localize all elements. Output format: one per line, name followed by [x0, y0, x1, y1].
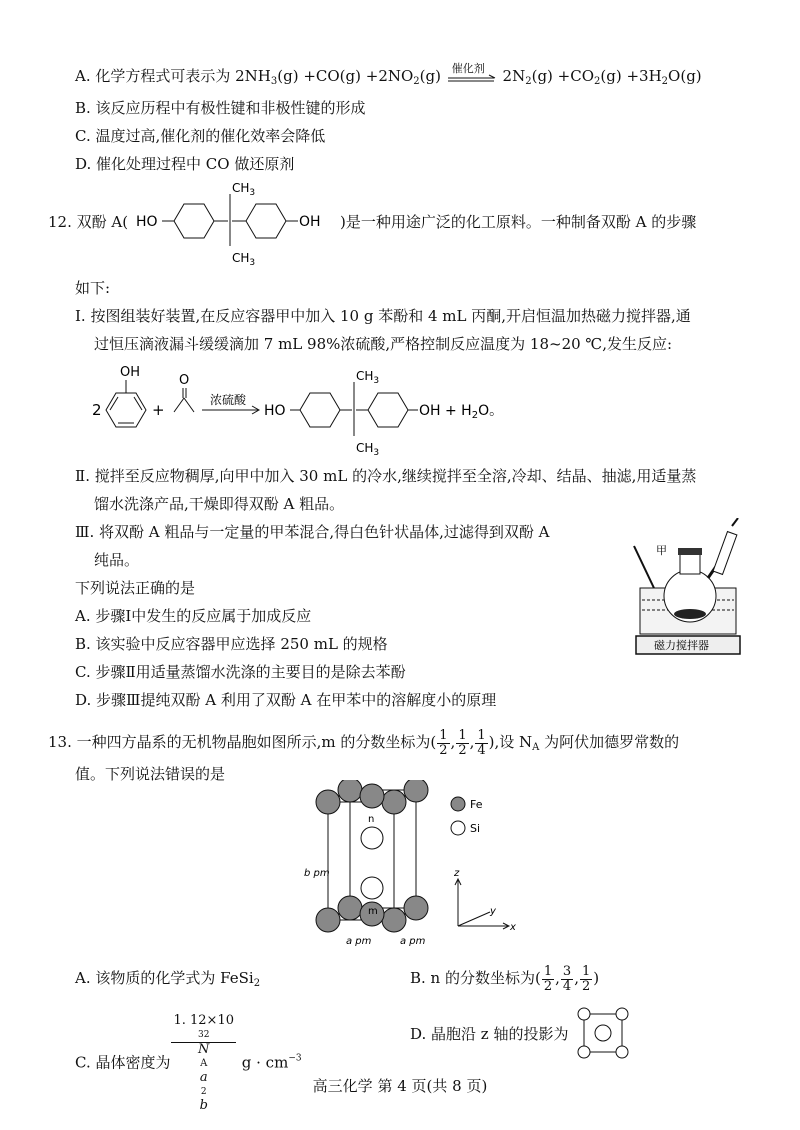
text: −3 [288, 1053, 302, 1064]
product-ch3-top: $CH_3$ [356, 369, 380, 386]
frac-half-2: $\frac{1}{2}$ [458, 727, 467, 758]
axis-y: y [490, 906, 496, 917]
q11-option-a [75, 62, 702, 92]
q12-step1-line1: Ⅰ. 按图组装好装置,在反应容器甲中加入 10 g 苯酚和 4 mL 丙酮,开启恒温加热磁力搅拌器,通 [75, 307, 691, 325]
projection-diagram [574, 1004, 632, 1062]
text: (g) +3H [600, 67, 662, 85]
text: A. 化学方程式可表示为 2NH [75, 67, 271, 85]
text: 3 [270, 76, 278, 87]
q12-option-b: B. 该实验中反应容器甲应选择 250 mL 的规格 [75, 635, 388, 653]
ch3-top-label: $CH_3$ [232, 181, 256, 198]
text: 13. 一种四方晶系的无机物晶胞如图所示,m 的分数坐标为( [48, 733, 437, 751]
q12-option-a: A. 步骤Ⅰ中发生的反应属于加成反应 [75, 607, 312, 625]
frac-quarter: $\frac{1}{4}$ [477, 727, 486, 758]
acetone-o: O [179, 373, 190, 388]
text: 2 [594, 76, 601, 87]
atom-m-label: m [368, 906, 378, 917]
crystal-cell-diagram [300, 780, 540, 952]
text: 2 [661, 76, 669, 87]
text: (g) [419, 67, 441, 85]
text: 2 [413, 76, 420, 87]
reagent-label: 浓硫酸 [210, 393, 247, 407]
axes-icon [455, 879, 509, 929]
text: A. 该物质的化学式为 FeSi [75, 969, 254, 987]
ho-label: HO [136, 214, 158, 230]
dim-b-label: b pm [304, 868, 330, 879]
q11-option-b: B. 该反应历程中有极性键和非极性键的形成 [75, 99, 366, 117]
page-footer: 高三化学 第 4 页(共 8 页) [312, 1077, 488, 1095]
phenol-ring-icon [106, 393, 146, 427]
q12-option-c: C. 步骤Ⅱ用适量蒸馏水洗涤的主要目的是除去苯酚 [75, 663, 406, 681]
q13-line1: 13. 一种四方晶系的无机物晶胞如图所示,m 的分数坐标为( $\frac{1}{2}$ , $\frac{1}{2}$ , $\frac{1}{4}$ ),设 $N_A$ 为阿伏加德罗常数的 [48, 727, 680, 758]
catalyst-label: 催化剂 [451, 62, 485, 75]
text: C. 晶体密度为 [75, 1053, 171, 1072]
frac-b-2: $\frac{3}{4}$ [562, 963, 572, 994]
vessel-label: 甲 [656, 544, 667, 557]
text: A [532, 742, 540, 753]
axis-z: z [454, 868, 460, 879]
bisphenol-a-structure [130, 180, 345, 268]
q12-step1-line2: 过恒压滴液漏斗缓缓滴加 7 mL 98%浓硫酸,严格控制反应温度为 18~20 ℃,发生反应: [94, 335, 673, 353]
q12-step3-line1: Ⅲ. 将双酚 A 粗品与一定量的甲苯混合,得白色针状晶体,过滤得到双酚 A [75, 523, 550, 541]
text: (g) +CO(g) +2NO [277, 67, 414, 85]
q12-intro-line2: 如下: [75, 279, 111, 297]
dim-a-label-1: a pm [346, 936, 372, 947]
text: 2 [525, 76, 532, 87]
plus: + [152, 401, 165, 419]
text: 2N [502, 67, 526, 85]
atom-n-label: n [368, 814, 375, 825]
legend-fe: Fe [470, 798, 483, 811]
text: 为阿伏加德罗常数的 [539, 733, 680, 751]
oh-label: OH [299, 214, 321, 230]
density-fraction: 1. 12×10 32 N A a 2 b [173, 1013, 234, 1113]
q12-intro-number: 12. 双酚 A( [48, 213, 129, 231]
q12-intro-tail: )是一种用途广泛的化工原料。一种制备双酚 A 的步骤 [340, 213, 697, 231]
text: ),设 N [488, 733, 533, 751]
phenol-oh: OH [120, 365, 141, 380]
frac-b-3: $\frac{1}{2}$ [581, 963, 591, 994]
text: B. n 的分数坐标为( [410, 969, 541, 987]
text: (g) +CO [531, 67, 595, 85]
text: 2 [253, 978, 261, 989]
q13-line2: 值。下列说法错误的是 [75, 765, 226, 783]
dim-a-label-2: a pm [400, 936, 426, 947]
frac-half-1: $\frac{1}{2}$ [439, 727, 448, 758]
apparatus-diagram [620, 518, 760, 658]
stirrer-label: 磁力搅拌器 [654, 639, 709, 652]
q13-option-d: D. 晶胞沿 z 轴的投影为 [410, 1025, 569, 1043]
axis-x: x [510, 922, 516, 933]
q12-step2-line1: Ⅱ. 搅拌至反应物稠厚,向甲中加入 30 mL 的冷水,继续搅拌至全溶,冷却、结晶、抽滤,用适量蒸 [75, 467, 697, 485]
reaction-equation [88, 360, 568, 460]
text: g · cm [237, 1053, 289, 1072]
q11-option-d: D. 催化处理过程中 CO 做还原剂 [75, 155, 295, 173]
coefficient: 2 [92, 401, 102, 419]
product-tail: OH + $H_2O$。 [419, 403, 504, 421]
catalyst-arrow [446, 62, 498, 87]
frac-b-1: $\frac{1}{2}$ [543, 963, 553, 994]
product-ch3-bottom: $CH_3$ [356, 441, 380, 458]
q11-option-c: C. 温度过高,催化剂的催化效率会降低 [75, 127, 326, 145]
legend-si: Si [470, 822, 481, 835]
product-ho: HO [264, 403, 286, 419]
equilibrium-arrow-icon [446, 67, 498, 87]
q12-step2-line2: 馏水洗涤产品,干燥即得双酚 A 粗品。 [94, 495, 345, 513]
q13-option-a [75, 968, 260, 994]
q12-question: 下列说法正确的是 [75, 579, 196, 597]
q12-option-d: D. 步骤Ⅲ提纯双酚 A 利用了双酚 A 在甲苯中的溶解度小的原理 [75, 691, 497, 709]
text: O(g) [668, 67, 702, 85]
q13-option-b: B. n 的分数坐标为( $\frac{1}{2}$ , $\frac{3}{4}$ , $\frac{1}{2}$ ) [410, 963, 600, 994]
q12-step3-line2: 纯品。 [94, 551, 140, 569]
ch3-bottom-label: $CH_3$ [232, 251, 256, 268]
